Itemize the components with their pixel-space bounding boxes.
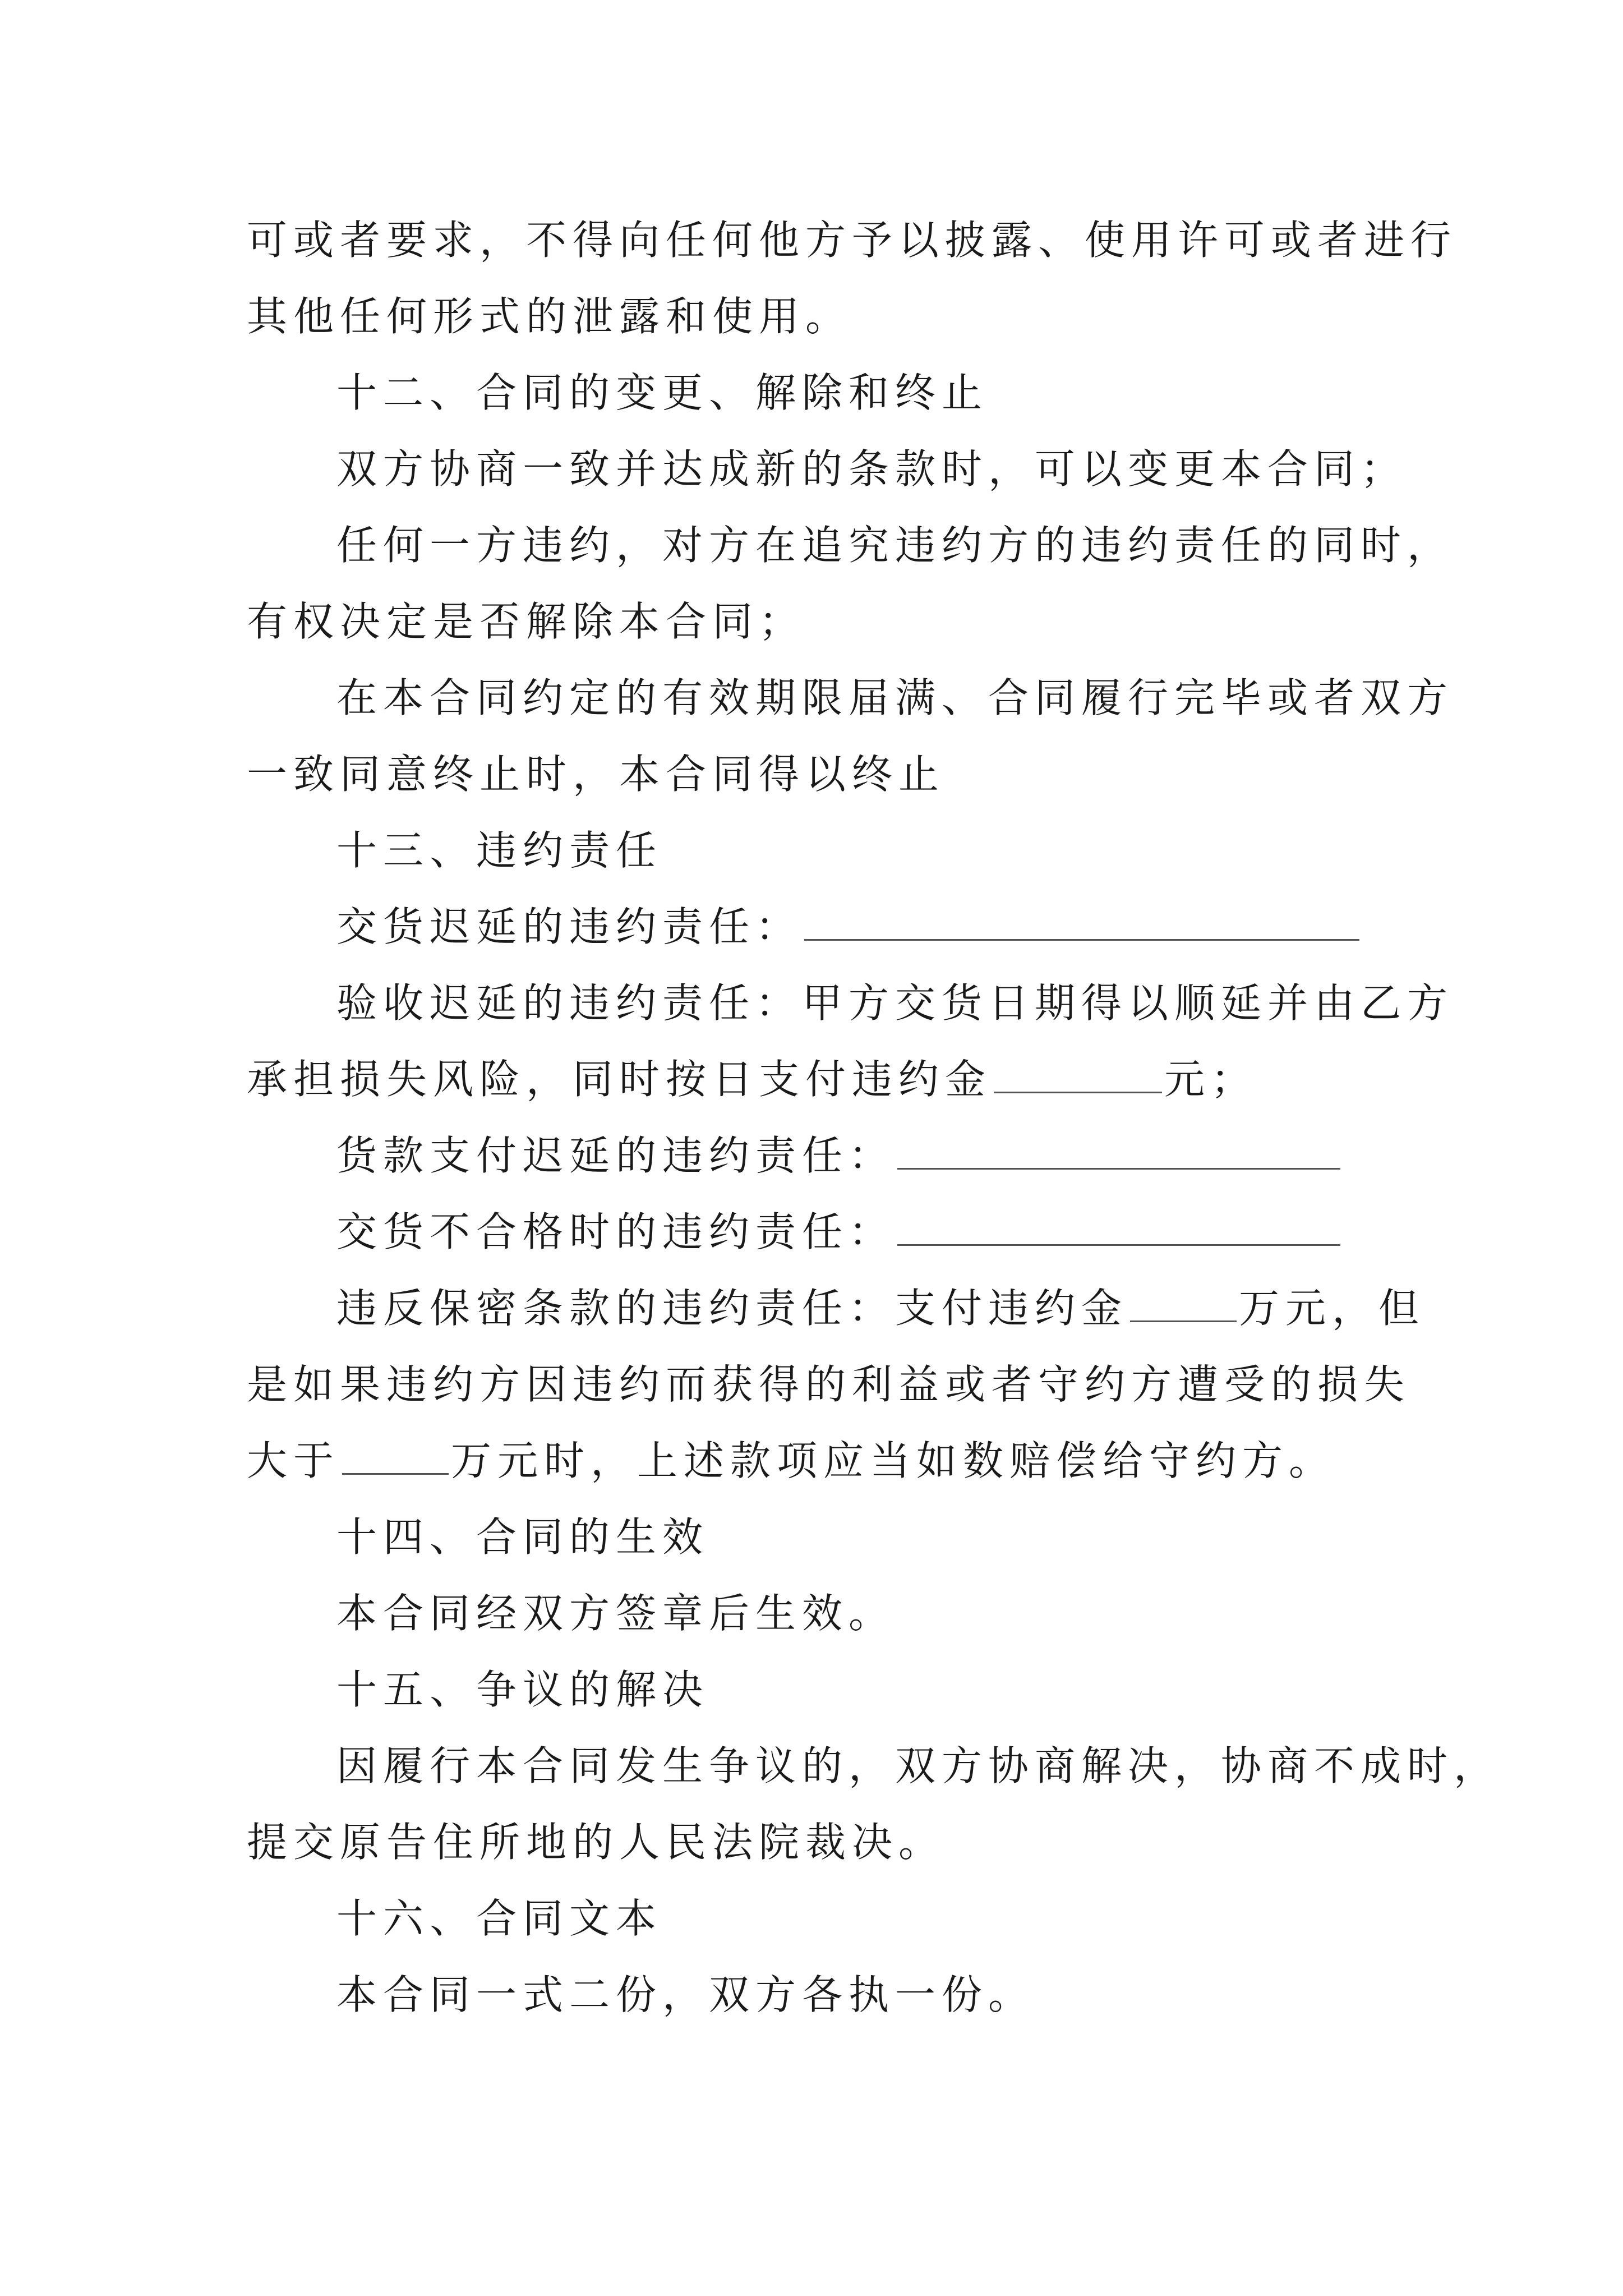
delay-delivery-blank[interactable] [804,898,1359,941]
delay-acceptance-line [247,1041,1396,1117]
delay-payment-blank[interactable] [897,1126,1340,1170]
delay-acceptance-prefix: 承担损失风险，同时按日支付违约金 [247,1056,992,1103]
text-line: 任何一方违约，对方在追究违约方的违约责任的同时， [336,522,1454,569]
threshold-blank[interactable] [342,1432,449,1475]
confidentiality-threshold-line [247,1423,1396,1499]
text-line: 本合同一式二份，双方各执一份。 [336,1971,1035,2018]
delay-payment-line [247,1117,1396,1194]
section-heading: 十三、违约责任 [336,827,663,874]
daily-penalty-blank[interactable] [994,1050,1162,1093]
delay-acceptance-suffix: 元； [1164,1056,1258,1103]
section-heading: 十四、合同的生效 [336,1513,709,1561]
threshold-prefix: 大于 [247,1437,340,1484]
text-line: 可或者要求，不得向任何他方予以披露、使用许可或者进行 [247,217,1458,264]
unqualified-delivery-blank[interactable] [897,1203,1340,1246]
confidentiality-prefix: 违反保密条款的违约责任：支付违约金 [336,1285,1128,1332]
text-line: 本合同经双方签章后生效。 [336,1590,896,1637]
text-line: 有权决定是否解除本合同； [247,598,806,645]
text-line: 提交原告住所地的人民法院裁决。 [247,1819,946,1866]
unqualified-delivery-line [247,1194,1396,1270]
confidentiality-line [247,1270,1426,1346]
delay-payment-label: 货款支付迟延的违约责任： [336,1132,896,1179]
delay-delivery-label: 交货迟延的违约责任： [336,903,803,950]
confidentiality-suffix: 万元，但 [1239,1285,1426,1332]
document-page [247,202,1501,2033]
section-heading: 十五、争议的解决 [336,1666,709,1713]
text-line: 其他任何形式的泄露和使用。 [247,293,852,340]
confidentiality-penalty-blank[interactable] [1130,1279,1237,1322]
text-line: 验收迟延的违约责任：甲方交货日期得以顺延并由乙方 [336,979,1454,1027]
text-line: 是如果违约方因违约而获得的利益或者守约方遭受的损失 [247,1361,1411,1408]
threshold-suffix: 万元时，上述款项应当如数赔偿给守约方。 [451,1437,1336,1484]
section-heading: 十六、合同文本 [336,1895,663,1942]
text-line: 一致同意终止时，本合同得以终止 [247,751,946,798]
text-line: 因履行本合同发生争议的，双方协商解决，协商不成时， [336,1742,1501,1789]
unqualified-delivery-label: 交货不合格时的违约责任： [336,1208,896,1255]
delay-delivery-line [247,889,1396,965]
section-heading: 十二、合同的变更、解除和终止 [336,369,989,416]
text-line: 双方协商一致并达成新的条款时，可以变更本合同； [336,445,1408,493]
text-line: 在本合同约定的有效期限届满、合同履行完毕或者双方 [336,674,1454,721]
